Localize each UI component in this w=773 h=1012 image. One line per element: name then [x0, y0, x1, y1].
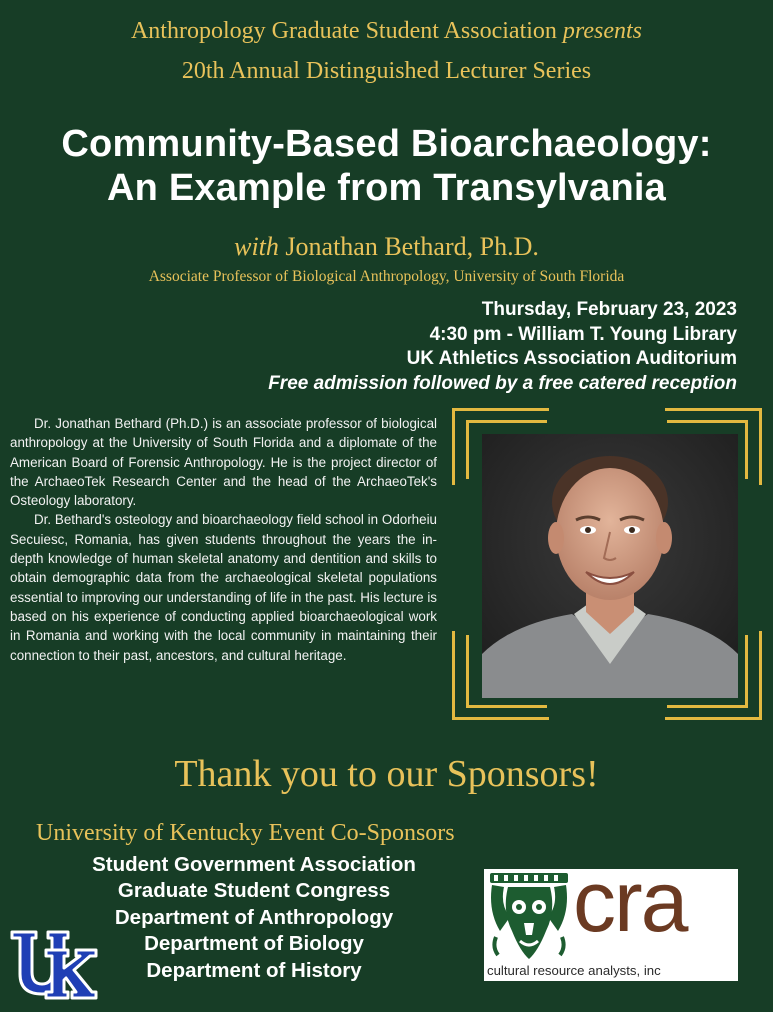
cosponsor-heading: University of Kentucky Event Co-Sponsors: [36, 820, 455, 846]
sponsor-item: Department of History: [146, 958, 362, 982]
bio-paragraph-2: Dr. Bethard's osteology and bioarchaeology field school in Odorheiu Secuiesc, Romania, has given students throughout the years the in-depth knowledge of human skeletal anatomy and dentition and skills to obtain demographic data from the archaeological skeletal populations essential to improving our understanding of life in the past. His lecture is based on his experience of conducting applied bioarchaeological work in Romania and working with the local community in maintaining their connection to their past, ancestors, and cultural heritage.: [10, 512, 437, 663]
lecture-title: [0, 122, 773, 210]
cra-logo: [484, 854, 738, 981]
event-date: Thursday, February 23, 2023: [481, 299, 737, 320]
speaker-affiliation: Associate Professor of Biological Anthropology, University of South Florida: [148, 268, 625, 285]
sponsor-item: Department of Anthropology: [114, 905, 394, 929]
cra-wordmark: cra: [573, 854, 687, 950]
presenter-line: [0, 18, 773, 45]
speaker-bio: [10, 414, 437, 665]
sponsor-list: [50, 852, 458, 984]
event-admission: Free admission followed by a free catered reception: [268, 372, 737, 394]
photo-frame: [452, 408, 762, 720]
event-details: [268, 298, 737, 396]
speaker-photo: [482, 434, 738, 698]
sponsors-thanks: Thank you to our Sponsors!: [174, 753, 599, 795]
bio-paragraph-1: Dr. Jonathan Bethard (Ph.D.) is an associate professor of biological anthropology at the University of South Florida and a diplomate of the American Board of Forensic Anthropology. He is the project director of the ArchaeoTek Research Center and the head of the ArchaeoTek's Osteology laboratory.: [10, 416, 437, 509]
title-line-2: An Example from Transylvania: [107, 167, 666, 209]
sponsor-item: Department of Biology: [144, 932, 364, 956]
title-line-1: Community-Based Bioarchaeology:: [61, 123, 712, 165]
organization-name: Anthropology Graduate Student Association: [130, 18, 557, 44]
presents-word: presents: [562, 18, 643, 44]
event-time-location: 4:30 pm - William T. Young Library: [429, 323, 737, 345]
cra-tagline: cultural resource analysts, inc: [487, 963, 661, 978]
speaker-line: [0, 232, 773, 262]
event-venue: UK Athletics Association Auditorium: [406, 348, 737, 369]
sponsor-item: Graduate Student Congress: [117, 879, 391, 903]
with-word: with: [234, 232, 279, 261]
uk-logo: [10, 928, 98, 1000]
cra-mask-icon: [486, 871, 572, 963]
speaker-name: Jonathan Bethard, Ph.D.: [285, 232, 539, 261]
lecture-series: 20th Annual Distinguished Lecturer Series: [181, 58, 592, 84]
sponsor-item: Student Government Association: [92, 853, 416, 876]
